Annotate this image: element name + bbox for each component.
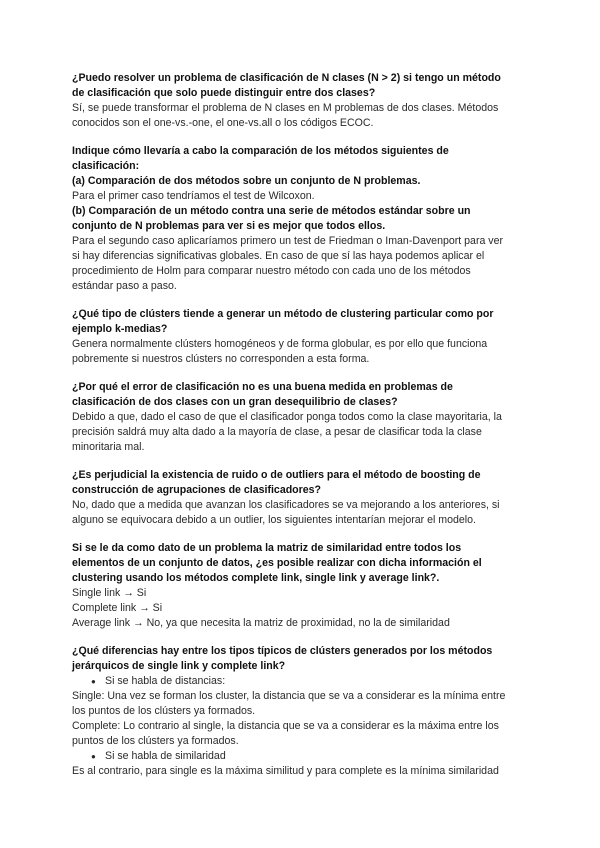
question-line: ¿Puedo resolver un problema de clasificación de N clases (N > 2) si tengo un método (72, 72, 501, 84)
answer-line: Average link → No, ya que necesita la matriz de proximidad, no la de similaridad (72, 617, 450, 629)
section-gap (72, 455, 530, 468)
question-line: ejemplo k-medias? (72, 323, 168, 335)
answer-line: conocidos son el one-vs.-one, el one-vs.all o los códigos ECOC. (72, 117, 374, 129)
question-line: ¿Qué diferencias hay entre los tipos típicos de clústers generados por los métodos (72, 645, 493, 657)
question-line: clasificación: (72, 160, 140, 172)
question-line: ¿Es perjudicial la existencia de ruido o de outliers para el método de boosting de (72, 469, 481, 481)
answer-line: pobremente si nuestros clústers no corresponden a esta forma. (72, 353, 370, 365)
answer-line: Para el primer caso tendríamos el test de Wilcoxon. (72, 190, 315, 202)
answer-line: Single link → Si (72, 587, 147, 599)
question-line: conjunto de N problemas para ver si es mejor que todos ellos. (72, 220, 386, 232)
qa-section (72, 468, 530, 528)
bullet-icon: ● (91, 752, 96, 761)
section-gap (72, 131, 530, 144)
bullet-text: Si se habla de distancias: (105, 675, 226, 687)
answer-line: puntos de los clústers ya formados. (72, 735, 239, 747)
section-gap (72, 367, 530, 380)
question-line: clasificación de dos clases con un gran desequilibrio de clases? (72, 396, 398, 408)
answer-line: alguno se equivocara debido a un outlier, los siguientes intentarían mejorar el modelo. (72, 514, 476, 526)
answer-line: Para el segundo caso aplicaríamos primero un test de Friedman o Iman-Davenport para ver (72, 235, 504, 247)
question-line: elementos de un conjunto de datos, ¿es posible realizar con dicha información el (72, 557, 482, 569)
answer-line: precisión saldrá muy alta dado a la mayoría de clase, a pesar de clasificar toda la clase (72, 426, 482, 438)
bullet-item (72, 674, 530, 689)
answer-line: si hay diferencias significativas globales. En caso de que sí las haya podemos aplicar el (72, 250, 485, 262)
qa-section (72, 144, 530, 294)
answer-line: Es al contrario, para single es la máxima similitud y para complete es la mínima similaridad (72, 765, 499, 777)
answer-line: No, dado que a medida que avanzan los clasificadores se va mejorando a los anteriores, si (72, 499, 500, 511)
qa-section (72, 644, 530, 779)
qa-section (72, 380, 530, 455)
answer-line: Complete: Lo contrario al single, la distancia que se va a considerar es la máxima entre los (72, 720, 499, 732)
qa-section (72, 541, 530, 631)
bullet-icon: ● (91, 677, 96, 686)
answer-line: minoritaria mal. (72, 441, 145, 453)
answer-line: Genera normalmente clústers homogéneos y de forma globular, es por ello que funciona (72, 338, 488, 350)
qa-section (72, 307, 530, 367)
question-line: clustering usando los métodos complete link, single link y average link?. (72, 572, 440, 584)
section-gap (72, 528, 530, 541)
qa-section (72, 71, 530, 131)
question-line: Si se le da como dato de un problema la matriz de similaridad entre todos los (72, 542, 462, 554)
section-gap (72, 294, 530, 307)
answer-line: Sí, se puede transformar el problema de N clases en M problemas de dos clases. Métodos (72, 102, 499, 114)
bullet-text: Si se habla de similaridad (105, 750, 226, 762)
question-line: de clasificación que solo puede distinguir entre dos clases? (72, 87, 376, 99)
question-line: Indique cómo llevaría a cabo la comparación de los métodos siguientes de (72, 145, 449, 157)
answer-line: procedimiento de Holm para comparar nuestro método con cada uno de los métodos (72, 265, 471, 277)
answer-line: estándar paso a paso. (72, 280, 177, 292)
answer-line: Single: Una vez se forman los cluster, la distancia que se va a considerar es la mínima entre (72, 690, 506, 702)
question-line: (b) Comparación de un método contra una serie de métodos estándar sobre un (72, 205, 471, 217)
bullet-item (72, 749, 530, 764)
question-line: construcción de agrupaciones de clasificadores? (72, 484, 322, 496)
question-line: jerárquicos de single link y complete link? (72, 660, 286, 672)
answer-line: Complete link → Si (72, 602, 163, 614)
answer-line: los puntos de los clústers ya formados. (72, 705, 256, 717)
question-line: (a) Comparación de dos métodos sobre un conjunto de N problemas. (72, 175, 421, 187)
question-line: ¿Qué tipo de clústers tiende a generar un método de clustering particular como por (72, 308, 494, 320)
question-line: ¿Por qué el error de clasificación no es una buena medida en problemas de (72, 381, 453, 393)
section-gap (72, 631, 530, 644)
answer-line: Debido a que, dado el caso de que el clasificador ponga todos como la clase mayoritaria, la (72, 411, 502, 423)
